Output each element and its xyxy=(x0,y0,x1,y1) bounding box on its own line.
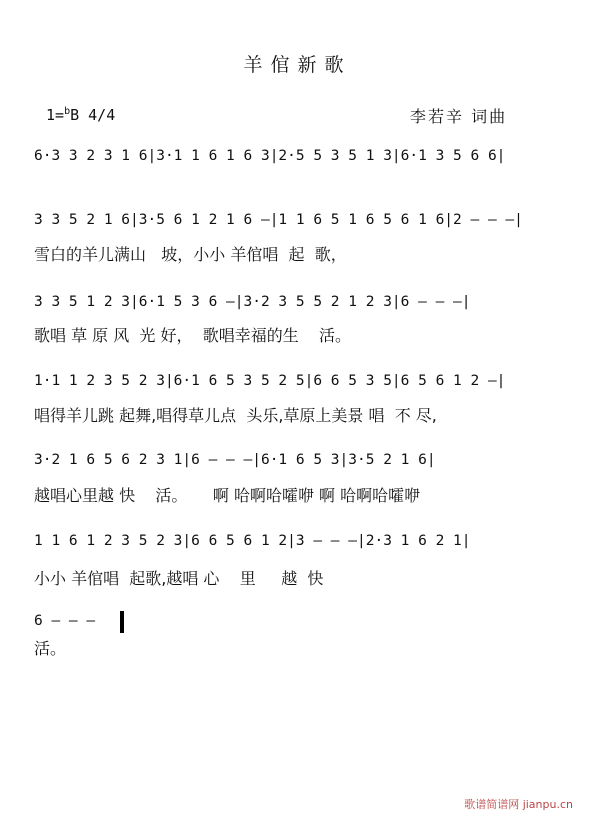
notation-line-6: 1 1 6 1 2 3 5 2 3|6 6 5 6 1 2|3 — — —|2·3 1 6 2 1| xyxy=(34,533,471,549)
final-barline xyxy=(120,611,124,633)
lyrics-line-5: 越唱心里越 快 活。 啊 哈啊哈嚯咿 啊 哈啊哈嚯咿 xyxy=(34,486,421,505)
lyrics-line-2: 雪白的羊儿满山 坡，小小 羊倌唱 起 歌， xyxy=(34,245,347,264)
notation-line-3: 3 3 5 1 2 3|6·1 5 3 6 —|3·2 3 5 5 2 1 2 3|6 — — —| xyxy=(34,294,471,310)
lyrics-line-6: 小小 羊倌唱 起歌,越唱 心 里 越 快 xyxy=(34,569,324,588)
notation-line-5: 3·2 1 6 5 6 2 3 1|6 — — —|6·1 6 5 3|3·5 2 1 6| xyxy=(34,452,436,468)
site-watermark: 歌谱简谱网 jianpu.cn xyxy=(464,798,573,811)
notation-line-4: 1·1 1 2 3 5 2 3|6·1 6 5 3 5 2 5|6 6 5 3 5|6 5 6 1 2 —| xyxy=(34,373,506,389)
lyrics-line-4: 唱得羊儿跳 起舞,唱得草儿点 头乐,草原上美景 唱 不 尽, xyxy=(34,406,437,425)
notation-line-7: 6 — — — xyxy=(34,613,96,629)
lyrics-line-7: 活。 xyxy=(34,639,67,658)
key-rest: B 4/4 xyxy=(70,106,116,124)
lyrics-line-3: 歌唱 草 原 风 光 好， 歌唱幸福的生 活。 xyxy=(34,326,352,345)
notation-line-1: 6·3 3 2 3 1 6|3·1 1 6 1 6 3|2·5 5 3 5 1 3|6·1 3 5 6 6| xyxy=(34,148,506,164)
key-signature xyxy=(46,106,115,124)
flat-symbol: b xyxy=(64,106,71,117)
author-credit: 李若辛 词曲 xyxy=(410,107,508,126)
key-prefix: 1= xyxy=(46,106,65,124)
song-title: 羊倌新歌 xyxy=(243,54,352,76)
notation-line-2: 3 3 5 2 1 6|3·5 6 1 2 1 6 —|1 1 6 5 1 6 5 6 1 6|2 — — —| xyxy=(34,212,523,228)
